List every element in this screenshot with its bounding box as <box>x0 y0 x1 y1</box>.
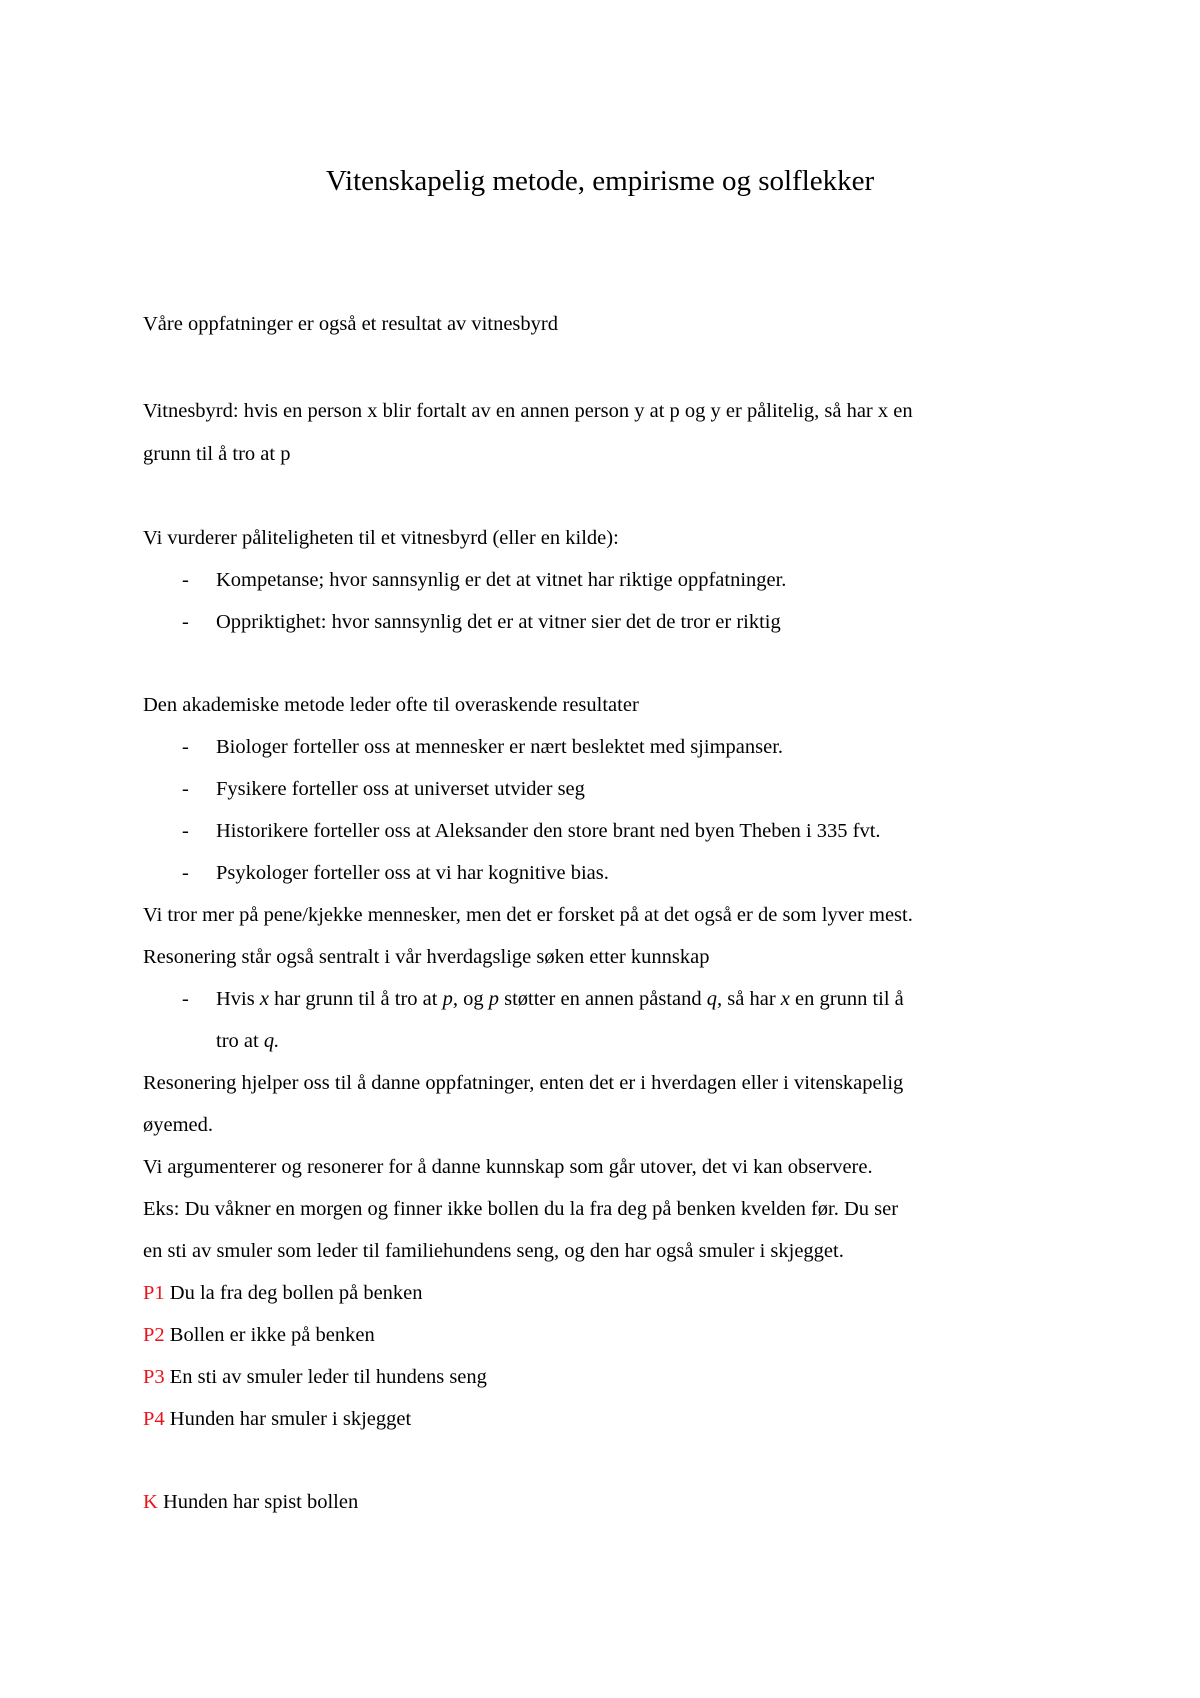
bullet-dash: - <box>182 778 189 800</box>
premise-label: P1 <box>143 1282 165 1304</box>
reliability-item-competence: Kompetanse; hvor sannsynlig er det at vitnet har riktige oppfatninger. <box>216 569 787 591</box>
conclusion: K Hunden har spist bollen <box>143 1491 359 1513</box>
premise-label: P4 <box>143 1408 165 1430</box>
premise-1: P1 Du la fra deg bollen på benken <box>143 1282 423 1304</box>
bullet-dash: - <box>182 736 189 758</box>
method-heading: Den akademiske metode leder ofte til overaskende resultater <box>143 694 639 716</box>
reliability-heading: Vi vurderer påliteligheten til et vitnesbyrd (eller en kilde): <box>143 527 619 549</box>
reasoning-item-line-2: tro at q. <box>216 1030 280 1052</box>
method-item-biologists: Biologer forteller oss at mennesker er nært beslektet med sjimpanser. <box>216 736 784 758</box>
method-item-psychologists: Psykologer forteller oss at vi har kognitive bias. <box>216 862 609 884</box>
bullet-dash: - <box>182 569 189 591</box>
helps-line-1: Resonering hjelper oss til å danne oppfatninger, enten det er i hverdagen eller i vitenskapelig <box>143 1072 904 1094</box>
method-item-physicists: Fysikere forteller oss at universet utvider seg <box>216 778 585 800</box>
intro-paragraph: Våre oppfatninger er også et resultat av vitnesbyrd <box>143 313 558 335</box>
example-line-1: Eks: Du våkner en morgen og finner ikke bollen du la fra deg på benken kvelden før. Du ser <box>143 1198 899 1220</box>
document-title: Vitenskapelig metode, empirisme og solflekker <box>325 165 875 197</box>
bullet-dash: - <box>182 988 189 1010</box>
premise-label: P2 <box>143 1324 165 1346</box>
definition-line-1: Vitnesbyrd: hvis en person x blir fortalt av en annen person y at p og y er pålitelig, så har x en <box>143 400 913 422</box>
premise-3: P3 En sti av smuler leder til hundens seng <box>143 1366 487 1388</box>
reasoning-item-line-1: Hvis x har grunn til å tro at p, og p støtter en annen påstand q, så har x en grunn til å <box>216 988 904 1010</box>
example-line-2: en sti av smuler som leder til familiehundens seng, og den har også smuler i skjegget. <box>143 1240 844 1262</box>
reasoning-line: Resonering står også sentralt i vår hverdagslige søken etter kunnskap <box>143 946 710 968</box>
bullet-dash: - <box>182 820 189 842</box>
attractive-people-line: Vi tror mer på pene/kjekke mennesker, men det er forsket på at det også er de som lyver mest. <box>143 904 913 926</box>
argue-line: Vi argumenterer og resonerer for å danne kunnskap som går utover, det vi kan observere. <box>143 1156 873 1178</box>
method-item-historians: Historikere forteller oss at Aleksander den store brant ned byen Theben i 335 fvt. <box>216 820 881 842</box>
conclusion-label: K <box>143 1491 158 1513</box>
reliability-item-sincerity: Oppriktighet: hvor sannsynlig det er at vitner sier det de tror er riktig <box>216 611 781 633</box>
helps-line-2: øyemed. <box>143 1114 214 1136</box>
premise-2: P2 Bollen er ikke på benken <box>143 1324 375 1346</box>
bullet-dash: - <box>182 611 189 633</box>
premise-4: P4 Hunden har smuler i skjegget <box>143 1408 412 1430</box>
premise-label: P3 <box>143 1366 165 1388</box>
bullet-dash: - <box>182 862 189 884</box>
definition-line-2: grunn til å tro at p <box>143 443 291 465</box>
